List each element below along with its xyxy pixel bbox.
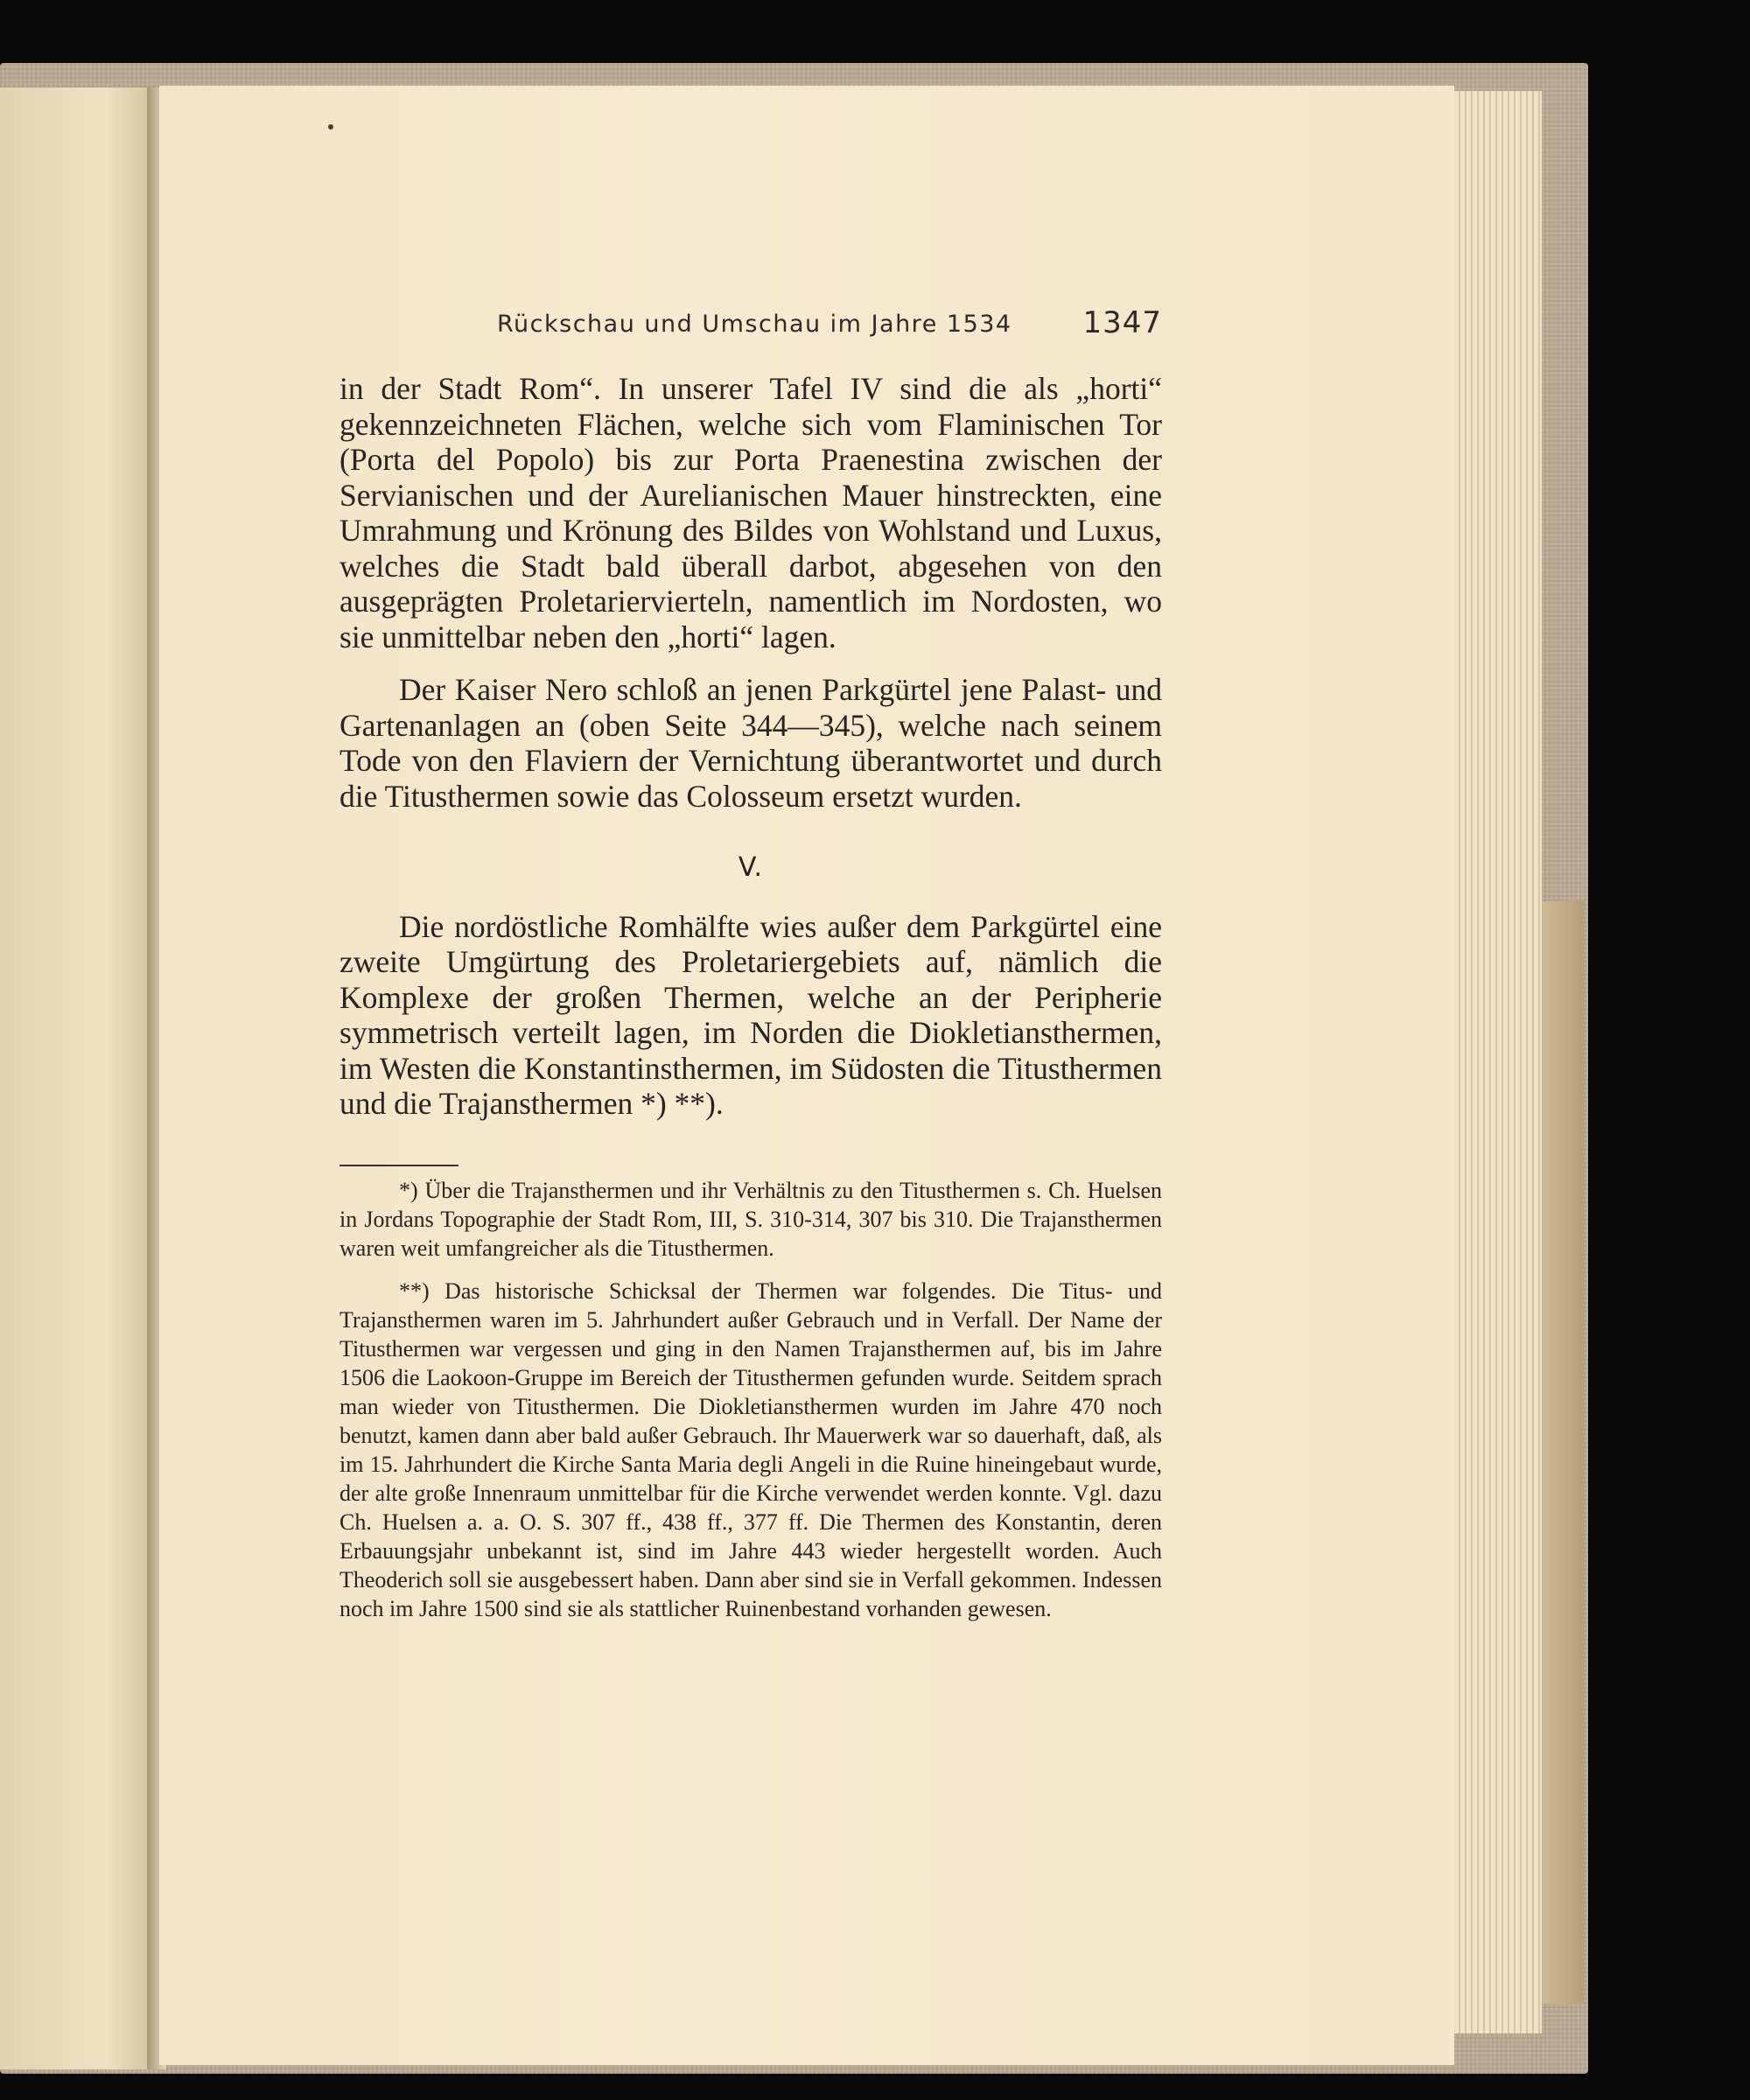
footnote-2: **) Das historische Schicksal der Thermen war folgendes. Die Titus- und Trajansthermen waren im 5. Jahrhundert außer Gebrauch und in Verfall. Der Name der Titusthermen war vergessen und ging in den Namen Trajansthermen auf, bis im Jahre 1506 die Laokoon-Gruppe im Bereich der Titusthermen gefunden wurde. Seitdem sprach man wieder von Titusthermen. Die Diokletiansthermen wurden im Jahre 470 noch benutzt, kamen dann aber bald außer Gebrauch. Ihr Mauerwerk war so dauerhaft, daß, als im 15. Jahrhundert die Kirche Santa Maria degli Angeli in die Ruine hineingebaut wurde, der alte große Innenraum unmittelbar für die Kirche verwendet werden konnte. Vgl. dazu Ch. Huelsen a. a. O. S. 307 ff., 438 ff., 377 ff. Die Thermen des Konstantin, deren Erbauungsjahr unbekannt ist, sind im Jahre 443 wieder hergestellt worden. Auch Theoderich soll sie ausgebessert haben. Dann aber sind sie in Verfall gekommen. Indessen noch im Jahre 1500 sind sie als stattlicher Ruinenbestand vorhanden gewesen. <box>340 1278 1162 1621</box>
running-head-title: Rückschau und Umschau im Jahre 1534 <box>497 311 1012 338</box>
footnotes <box>340 1176 1162 1623</box>
paragraph-thermen: Die nordöstliche Romhälfte wies außer dem Parkgürtel eine zweite Umgürtung des Proletariergebiets auf, nämlich die Komplexe der großen Thermen, welche an der Peripherie symmetrisch verteilt lagen, im Norden die Diokletiansthermen, im Westen die Konstantinsthermen, im Südosten die Titusthermen und die Trajansthermen *) **). <box>340 908 1162 1121</box>
paragraph-continued: in der Stadt Rom“. In unserer Tafel IV sind die als „horti“ gekennzeichneten Flächen, welche sich vom Flaminischen Tor (Porta del Popolo) bis zur Porta Praenestina zwischen der Servianischen und der Aurelianischen Mauer hinstreckten, eine Umrahmung und Krönung des Bildes von Wohlstand und Luxus, welches die Stadt bald überall darbot, abgesehen von den ausgeprägten Proletariervierteln, namentlich im Nordosten, wo sie unmittelbar neben den „horti“ lagen. <box>340 371 1162 654</box>
running-head <box>340 305 1162 354</box>
page-edges <box>1454 91 1542 2034</box>
left-facing-page <box>0 88 149 2069</box>
body-text <box>340 371 1162 1122</box>
page-number: 1347 <box>1082 305 1162 340</box>
footnote-1: *) Über die Trajansthermen und ihr Verhältnis zu den Titusthermen s. Ch. Huelsen in Jordans Topographie der Stadt Rom, III, S. 310-314, 307 bis 310. Die Trajansthermen waren weit umfangreicher als die Titusthermen. <box>340 1178 1162 1261</box>
section-heading: V. <box>738 852 764 883</box>
page-speck <box>328 124 333 130</box>
cover-edge-strip <box>1542 901 1584 2004</box>
paragraph-nero: Der Kaiser Nero schloß an jenen Parkgürtel jene Palast- und Gartenanlagen an (oben Seite 344—345), welche nach seinem Tode von den Flaviern der Vernichtung überantwortet und durch die Titusthermen sowie das Colosseum ersetzt wurden. <box>340 672 1162 814</box>
footnote-rule <box>340 1165 458 1166</box>
